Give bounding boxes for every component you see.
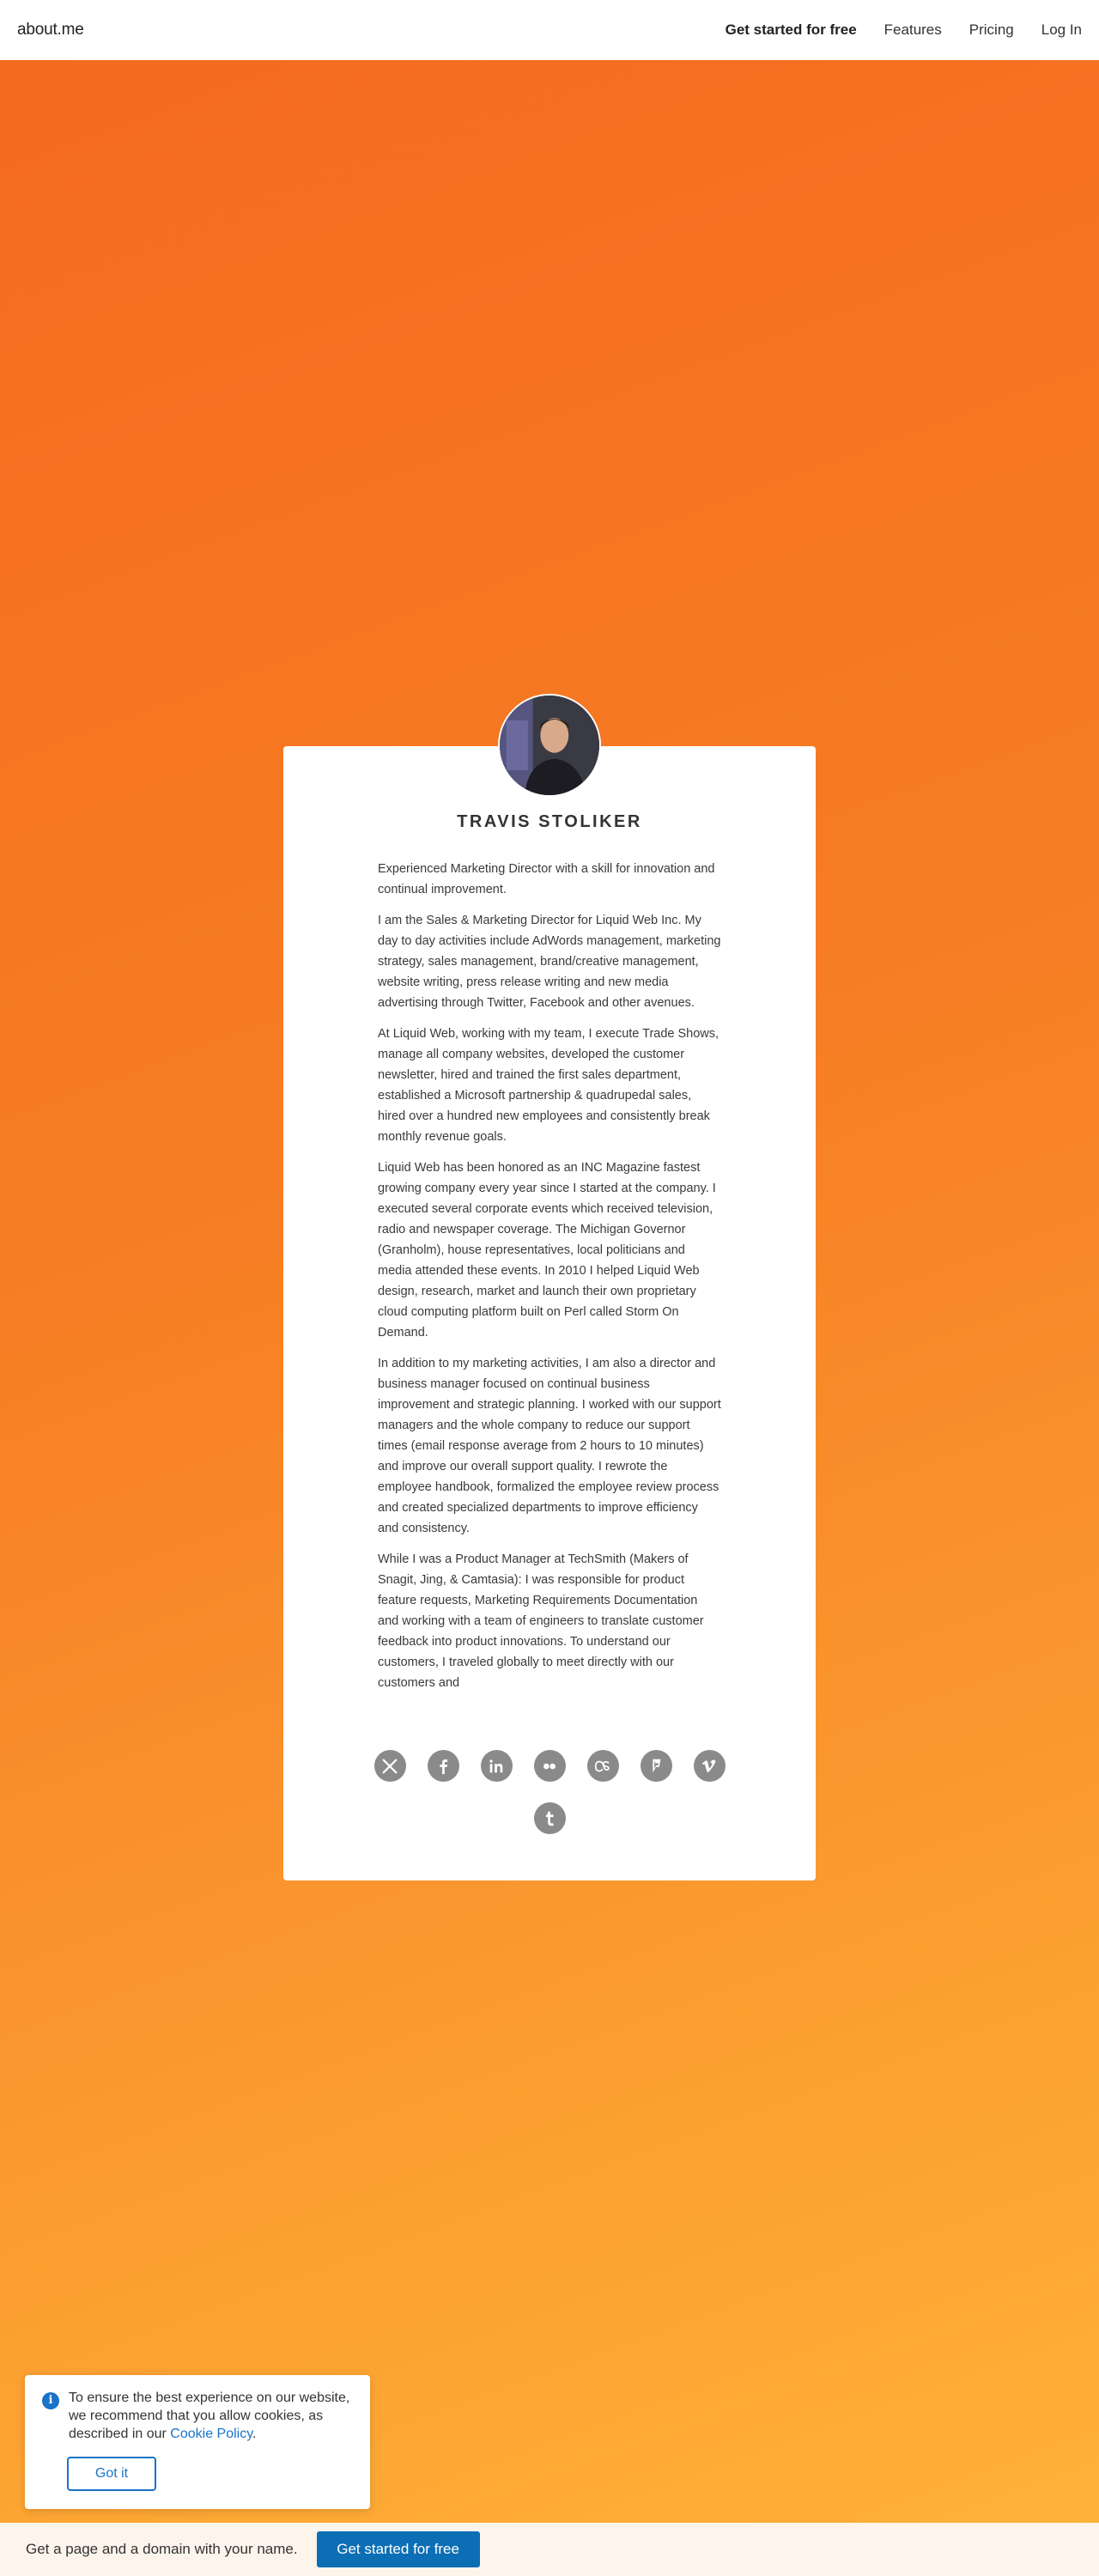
x-icon[interactable] — [374, 1750, 406, 1782]
top-navigation — [0, 0, 1099, 60]
linkedin-icon[interactable] — [481, 1750, 513, 1782]
cookie-policy-link[interactable]: Cookie Policy — [170, 2427, 253, 2441]
bio-paragraph: While I was a Product Manager at TechSmith (Makers of Snagit, Jing, & Camtasia): I was responsible for product feature requests, Marketing Requirements Documentation and working with a team of engineers to translate customer feedback into product innovations. To understand our customers, I traveled globally to meet directly with our customers and — [378, 1552, 704, 1690]
info-icon: i — [42, 2392, 59, 2409]
facebook-icon[interactable] — [428, 1750, 459, 1782]
profile-avatar — [498, 694, 601, 797]
flickr-icon[interactable] — [534, 1750, 566, 1782]
bottom-banner — [0, 2523, 1099, 2576]
bio-paragraph: In addition to my marketing activities, I am also a director and business manager focused on continual business improvement and strategic planning. I worked with our support managers and the whole company to reduce our support times (email response average from 2 hours to 10 minutes) and improve our overall support quality. I rewrote the employee handbook, formalized the employee review process and created specialized departments to improve efficiency and consistency. — [378, 1357, 721, 1535]
nav-features-link[interactable]: Features — [883, 21, 942, 38]
tumblr-icon[interactable] — [534, 1802, 566, 1834]
cookie-message — [69, 2389, 361, 2443]
profile-bio — [378, 859, 721, 1704]
bio-paragraph: At Liquid Web, working with my team, I execute Trade Shows, manage all company websites, developed the customer newsletter, hired and trained the first sales department, established a Microsoft partnership & quadrupedal sales, hired over a hundred new employees and consistently break monthly revenue goals. — [378, 1027, 720, 1144]
got-it-button[interactable]: Got it — [67, 2457, 156, 2491]
social-links — [369, 1750, 730, 1834]
get-started-button[interactable]: Get started for free — [317, 2531, 480, 2567]
nav-pricing-link[interactable]: Pricing — [968, 21, 1014, 38]
bio-paragraph: I am the Sales & Marketing Director for Liquid Web Inc. My day to day activities include AdWords management, marketing strategy, sales management, brand/creative management, website writing, press release writing and new media advertising through Twitter, Facebook and other avenues. — [378, 914, 721, 1010]
lastfm-icon[interactable] — [587, 1750, 619, 1782]
banner-text: Get a page and a domain with your name. — [26, 2541, 298, 2557]
profile-name: TRAVIS STOLIKER — [457, 812, 642, 831]
cookie-message-text: To ensure the best experience on our website, we recommend that you allow cookies, as described in our — [69, 2391, 350, 2441]
cookie-notice — [25, 2375, 370, 2509]
main-nav — [726, 21, 1082, 39]
bio-paragraph: Experienced Marketing Director with a skill for innovation and continual improvement. — [378, 862, 715, 896]
cookie-message-period: . — [252, 2427, 257, 2441]
vimeo-icon[interactable] — [694, 1750, 726, 1782]
nav-get-started-link[interactable]: Get started for free — [725, 21, 857, 38]
about-me-logo[interactable]: about.me — [17, 21, 84, 39]
bio-paragraph: Liquid Web has been honored as an INC Magazine fastest growing company every year since I started at the company. I executed several corporate events which received television, radio and newspaper coverage. The Michigan Governor (Granholm), house representatives, local politicians and media attended these events. In 2010 I helped Liquid Web design, research, market and launch their own proprietary cloud computing platform built on Perl called Storm On Demand. — [378, 1161, 716, 1340]
nav-login-link[interactable]: Log In — [1041, 21, 1082, 38]
foursquare-icon[interactable] — [641, 1750, 672, 1782]
